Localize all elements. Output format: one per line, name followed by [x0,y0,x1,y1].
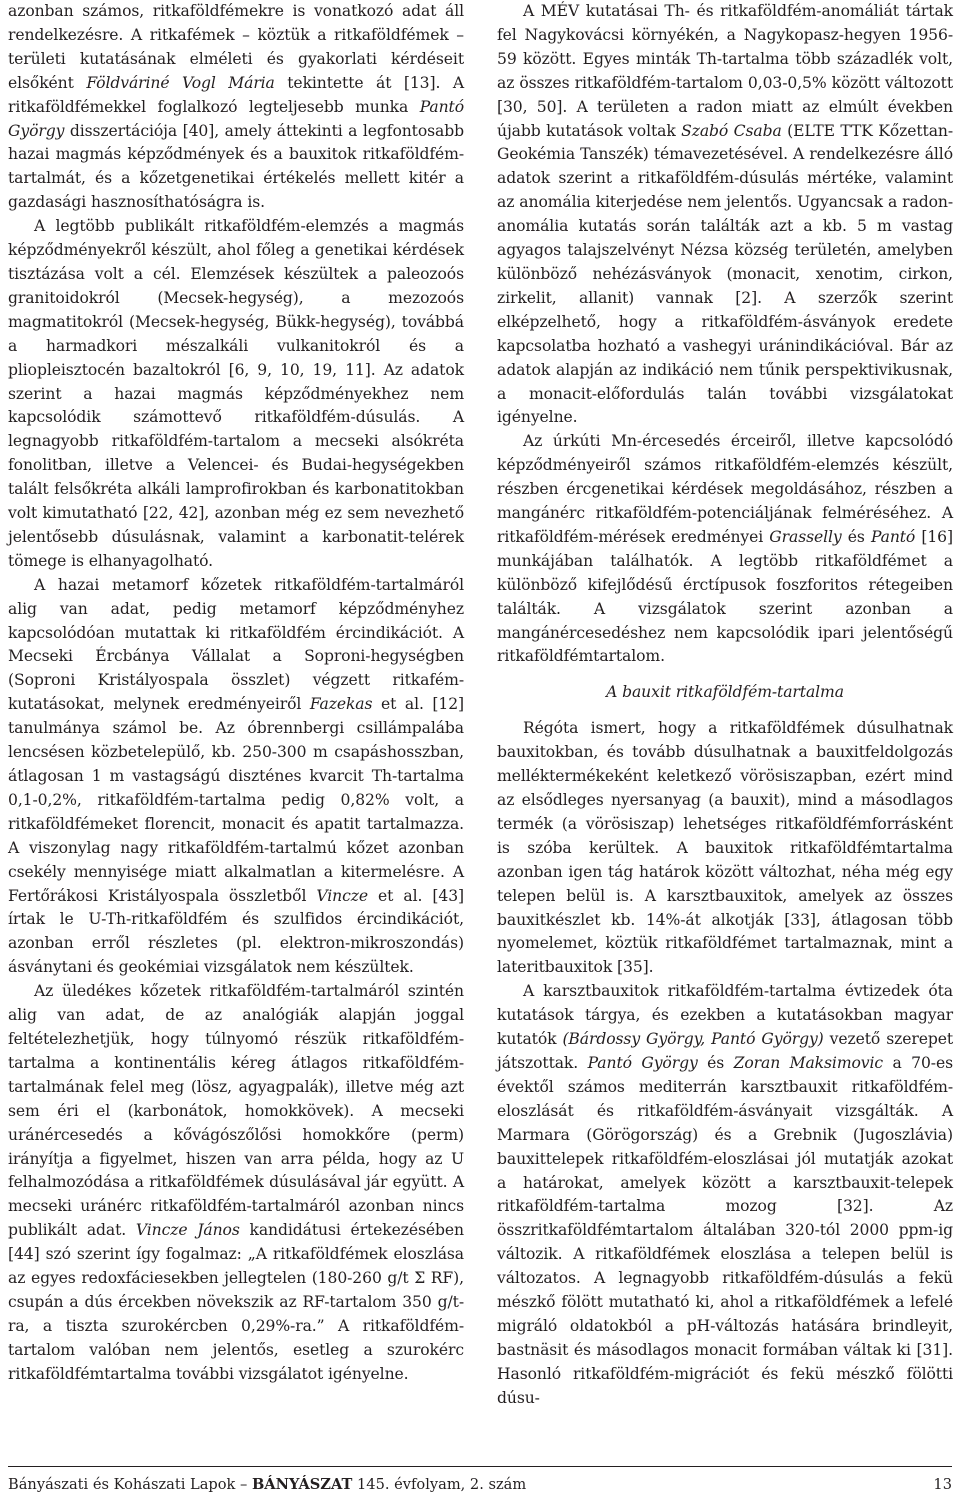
left-paragraph-2: A legtöbb publikált ritkaföldfém-elemzés a magmás képződményekről készült, ahol főleg a genetikai kérdések tisztázása volt a cél. Elemzések készültek a paleozoós granitoidokról (Mecsek-hegység), a mezozoós magmatitokról (Mecsek-hegység, Bükk-hegység), továbbá a harmadkori mészalkáli vulkanitokról és a pliopleisztocén bazaltokról [6, 9, 10, 19, 11]. Az adatok szerint a hazai magmás képződményekhez nem kapcsolódik számottevő ritkaföldfém-dúsulás. A legnagyobb ritkaföldfém-tartalom a mecseki alsókréta fonolitban, illetve a Velencei- és Budai-hegységekben talált felsőkréta alkáli lamprofirokban és karbonatitokban volt kimutatható [22, 42], azonban még ez sem nevezhető jelentősebb dúsulásnak, valamint a karbonatit-telérek tömege is elhanyagolható. [8,217,464,570]
author-name-vincze-janos: Vincze János [135,1221,240,1240]
right-paragraph-4 [497,980,953,1410]
left-p1-text-a: azonban számos, ritkaföldfémekre is vonatkozó adat áll rendelkezésre. A ritkafémek – köztük a ritkaföldfémek – területi kutatásának elméleti és gyakorlati kérdéseit elsőként [8,2,464,92]
right-paragraph-3: Régóta ismert, hogy a ritkaföldfémek dúsulhatnak bauxitokban, és tovább dúsulhatnak a bauxitfeldolgozás melléktermékeként keletkező vörösiszapban, ezért mind az elsődleges nyersanyag (a bauxit), mind a másodlagos termék (a vörösiszap) lehetséges ritkaföldfémforrásként is szóba kerültek. A bauxitok ritkaföldfémtartalma azonban igen tág határok között változhat, néha még egy telepen belül is. A karsztbauxitok, amelyek az összes bauxitkészlet kb. 14%-át alkotják [33], átlagosan több nyomelemet, köztük ritkaföldfémet tartalmaznak, mint a lateritbauxitok [35]. [497,719,953,977]
journal-section: BÁNYÁSZAT [251,1476,353,1493]
author-names-bardossy-panto: (Bárdossy György, Pantó György) [562,1030,824,1049]
journal-name: Bányászati és Kohászati Lapok – [8,1476,252,1493]
right-p1-text-a: A MÉV kutatásai Th- és ritkaföldfém-anomáliát tártak fel Nagykovácsi környékén, a Nagykopasz-hegyen 1956-59 között. Egyes minták Th-tartalma több századlék volt, az összes ritkaföldfém-tartalom 0,03-0,5% között változott [30, 50]. A területen a radon miatt az elmúlt években újabb kutatások voltak [497,2,953,140]
right-column [497,0,953,1411]
right-p4-text-a: A karsztbauxitok ritkaföldfém-tartalma évtizedek óta kutatások tárgya, és ezekben a kutatásokban magyar kutatók [497,982,953,1049]
left-paragraph-1 [8,0,464,215]
right-p2-text-a: Az úrkúti Mn-ércesedés érceiről, illetve kapcsolódó képződményeiről számos ritkaföldfém-elemzés készült, részben ércgenetikai kérdések megoldásához, részben a mangánérc ritkaföldfém-potenciáljának felméréséhez. A ritkaföldfém-mérések eredményei [497,432,953,546]
right-p1-text-b: (ELTE TTK Kőzettan-Geokémia Tanszék) témavezetésével. A rendelkezésre álló adatok szerint a ritkaföldfém-dúsulás mértéke, valamint az anomália kiterjedése nem jelentős. Ugyancsak a radon-anomália kutatás során találták azt a kb. 5 m vastag agyagos talajszelvényt Nézsa község területén, amelyben különböző nehézásványok (monacit, xenotim, cirkon, zirkelit, allanit) vannak [2]. A szerzők szerint elképzelhető, hogy a ritkaföldfém-ásványok eredete kapcsolatba hozható a vashegyi uránindikációval. Bár az adatok alapján az indikáció nem tűnik perspektivikusnak, a monacit-előfordulás talán további vizsgálatokat igényelne. [497,121,954,427]
author-name-panto-3: Pantó György [587,1053,698,1072]
left-p4-text-a: Az üledékes kőzetek ritkaföldfém-tartalmáról szintén alig van adat, de az analógiák alapján joggal feltételezhetjük, hogy túlnyomó részük ritkaföldfém-tartalma a kontinentális kéreg átlagos ritkaföldfém-tartalmának felel meg (lösz, agyagpalák), illetve még azt sem éri el (karbonátok, homokkövek). A mecseki uránércesedés a kővágószőlősi homokkőre (perm) irányítja a figyelmet, hiszen van arra példa, hogy az U felhalmozódása a ritkaföldfémek dúsulásával jár együtt. A mecseki uránérc ritkaföldfém-tartalmáról azonban nincs publikált adat. [8,982,464,1240]
right-p2-and: és [841,527,871,546]
journal-citation [8,1474,526,1496]
section-heading: A bauxit ritkaföldfém-tartalma [606,683,844,702]
author-name-vincze: Vincze [316,886,368,905]
author-name-panto-2: Pantó [870,527,916,546]
left-p4-text-b: kandidátusi értekezésében [44] szó szerint így fogalmaz: „A ritkaföldfémek eloszlása az egyes redoxfáciesekben jellegtelen (180-260 g/t Σ RF), csupán a dús ércekben növekszik az RF-tartalom 350 g/t-ra, a tiszta szurokércben 0,29%-ra.” A ritkaföldfém-tartalom valóban nem jelentős, esetleg a szurokérc ritkaföldfémtartalma további vizsgálatot igényelne. [8,1221,464,1383]
left-column [8,0,464,1387]
left-p3-text-a: A hazai metamorf kőzetek ritkaföldfém-tartalmáról alig van adat, pedig metamorf képződményhez kapcsolódóan mutattak ki ritkaföldfém ércindikációt. A Mecseki Ércbánya Vállalat a Soproni-hegységben (Soproni Kristályospala összlet) végzett ritkafém-kutatásokat, melynek eredményeiről [8,575,464,714]
left-paragraph-3 [8,574,464,980]
author-name-fazekas: Fazekas [309,695,373,714]
left-p1-text-b: tekintette át [13]. A ritkaföldfémekkel foglalkozó legteljesebb munka [8,73,465,116]
right-paragraph-1 [497,0,953,430]
left-p3-text-b: et al. [12] tanulmánya számol be. Az óbrennbergi csillámpalába lencsésen közbetelepülő, kb. 250-300 m csapáshosszban, átlagosan 1 m vastagságú diszténes kvarcit Th-tartalma 0,1-0,2%, ritkaföldfém-tartalma pedig 0,82% volt, a ritkaföldfémeket florencit, monacit és apatit tartalmazza. A viszonylag nagy ritkaföldfém-tartalmú kőzet azonban csekély mennyisége miatt alkalmatlan a kitermelésre. A Fertőrákosi Kristályospala összletből [8,695,464,905]
author-name-szabo: Szabó Csaba [681,121,782,140]
right-p2-text-b: [16] munkájában találhatók. A legtöbb ritkaföldfémet a különböző kifejlődésű érctípusok foszforitos rétegeiben találták. A vizsgálatok szerint azonban a mangánércesedéshez nem kapcsolódik ipari jelentőségű ritkaföldfémtartalom. [497,527,953,666]
author-name-maksimovic: Zoran Maksimovic [733,1053,884,1072]
journal-issue: 145. évfolyam, 2. szám [352,1476,527,1493]
right-p4-text-c: a 70-es évektől számos mediterrán karsztbauxit ritkaföldfém-eloszlását és ritkaföldfém-ásványait vizsgálták. A Marmara (Görögország) és a Grebnik (Jugoszlávia) bauxittelepek ritkaföldfém-eloszlásai jól mutatják azokat a határokat, amelyek között a karsztbauxit-telepek ritkaföldfém-tartalma mozog [32]. Az összritkaföldfémtartalom általában 320-tól 2000 ppm-ig változik. A ritkaföldfémek eloszlása a telepen belül is változatos. A legnagyobb ritkaföldfém-dúsulás a fekü mészkő fölött mutatható ki, ahol a ritkaföldfémek a lefelé migráló oldatokból a pH-változás hatására brindleyit, bastnäsit és másodlagos monacit formában váltak ki [31]. Hasonló ritkaföldfém-migrációt és fekü mészkő fölötti dúsu- [497,1053,953,1407]
page-number: 13 [933,1476,952,1493]
right-p4-text-b: vezető szerepet játszottak. [497,1030,953,1072]
page-footer [8,1474,952,1498]
left-paragraph-4 [8,980,464,1386]
author-name-grasselly: Grasselly [769,527,842,546]
author-name-foldvarine: Földváriné Vogl Mária [86,73,275,92]
right-p4-and: és [697,1053,734,1072]
left-p3-text-c: et al. [43] írtak le U-Th-ritkaföldfém és szulfidos ércindikációt, azonban erről részletes (pl. elektron-mikroszondás) ásványtani és geokémiai vizsgálatok nem készültek. [8,886,464,977]
footer-divider [8,1466,952,1467]
right-paragraph-2 [497,430,953,669]
left-p1-text-c: disszertációja [40], amely áttekinti a legfontosabb hazai magmás képződmények és a bauxitok ritkaföldfém-tartalmát, és a kőzetgenetikai értékelés mellett kitér a gazdasági hasznosíthatóságra is. [8,121,464,212]
author-name-panto: Pantó György [8,97,464,140]
